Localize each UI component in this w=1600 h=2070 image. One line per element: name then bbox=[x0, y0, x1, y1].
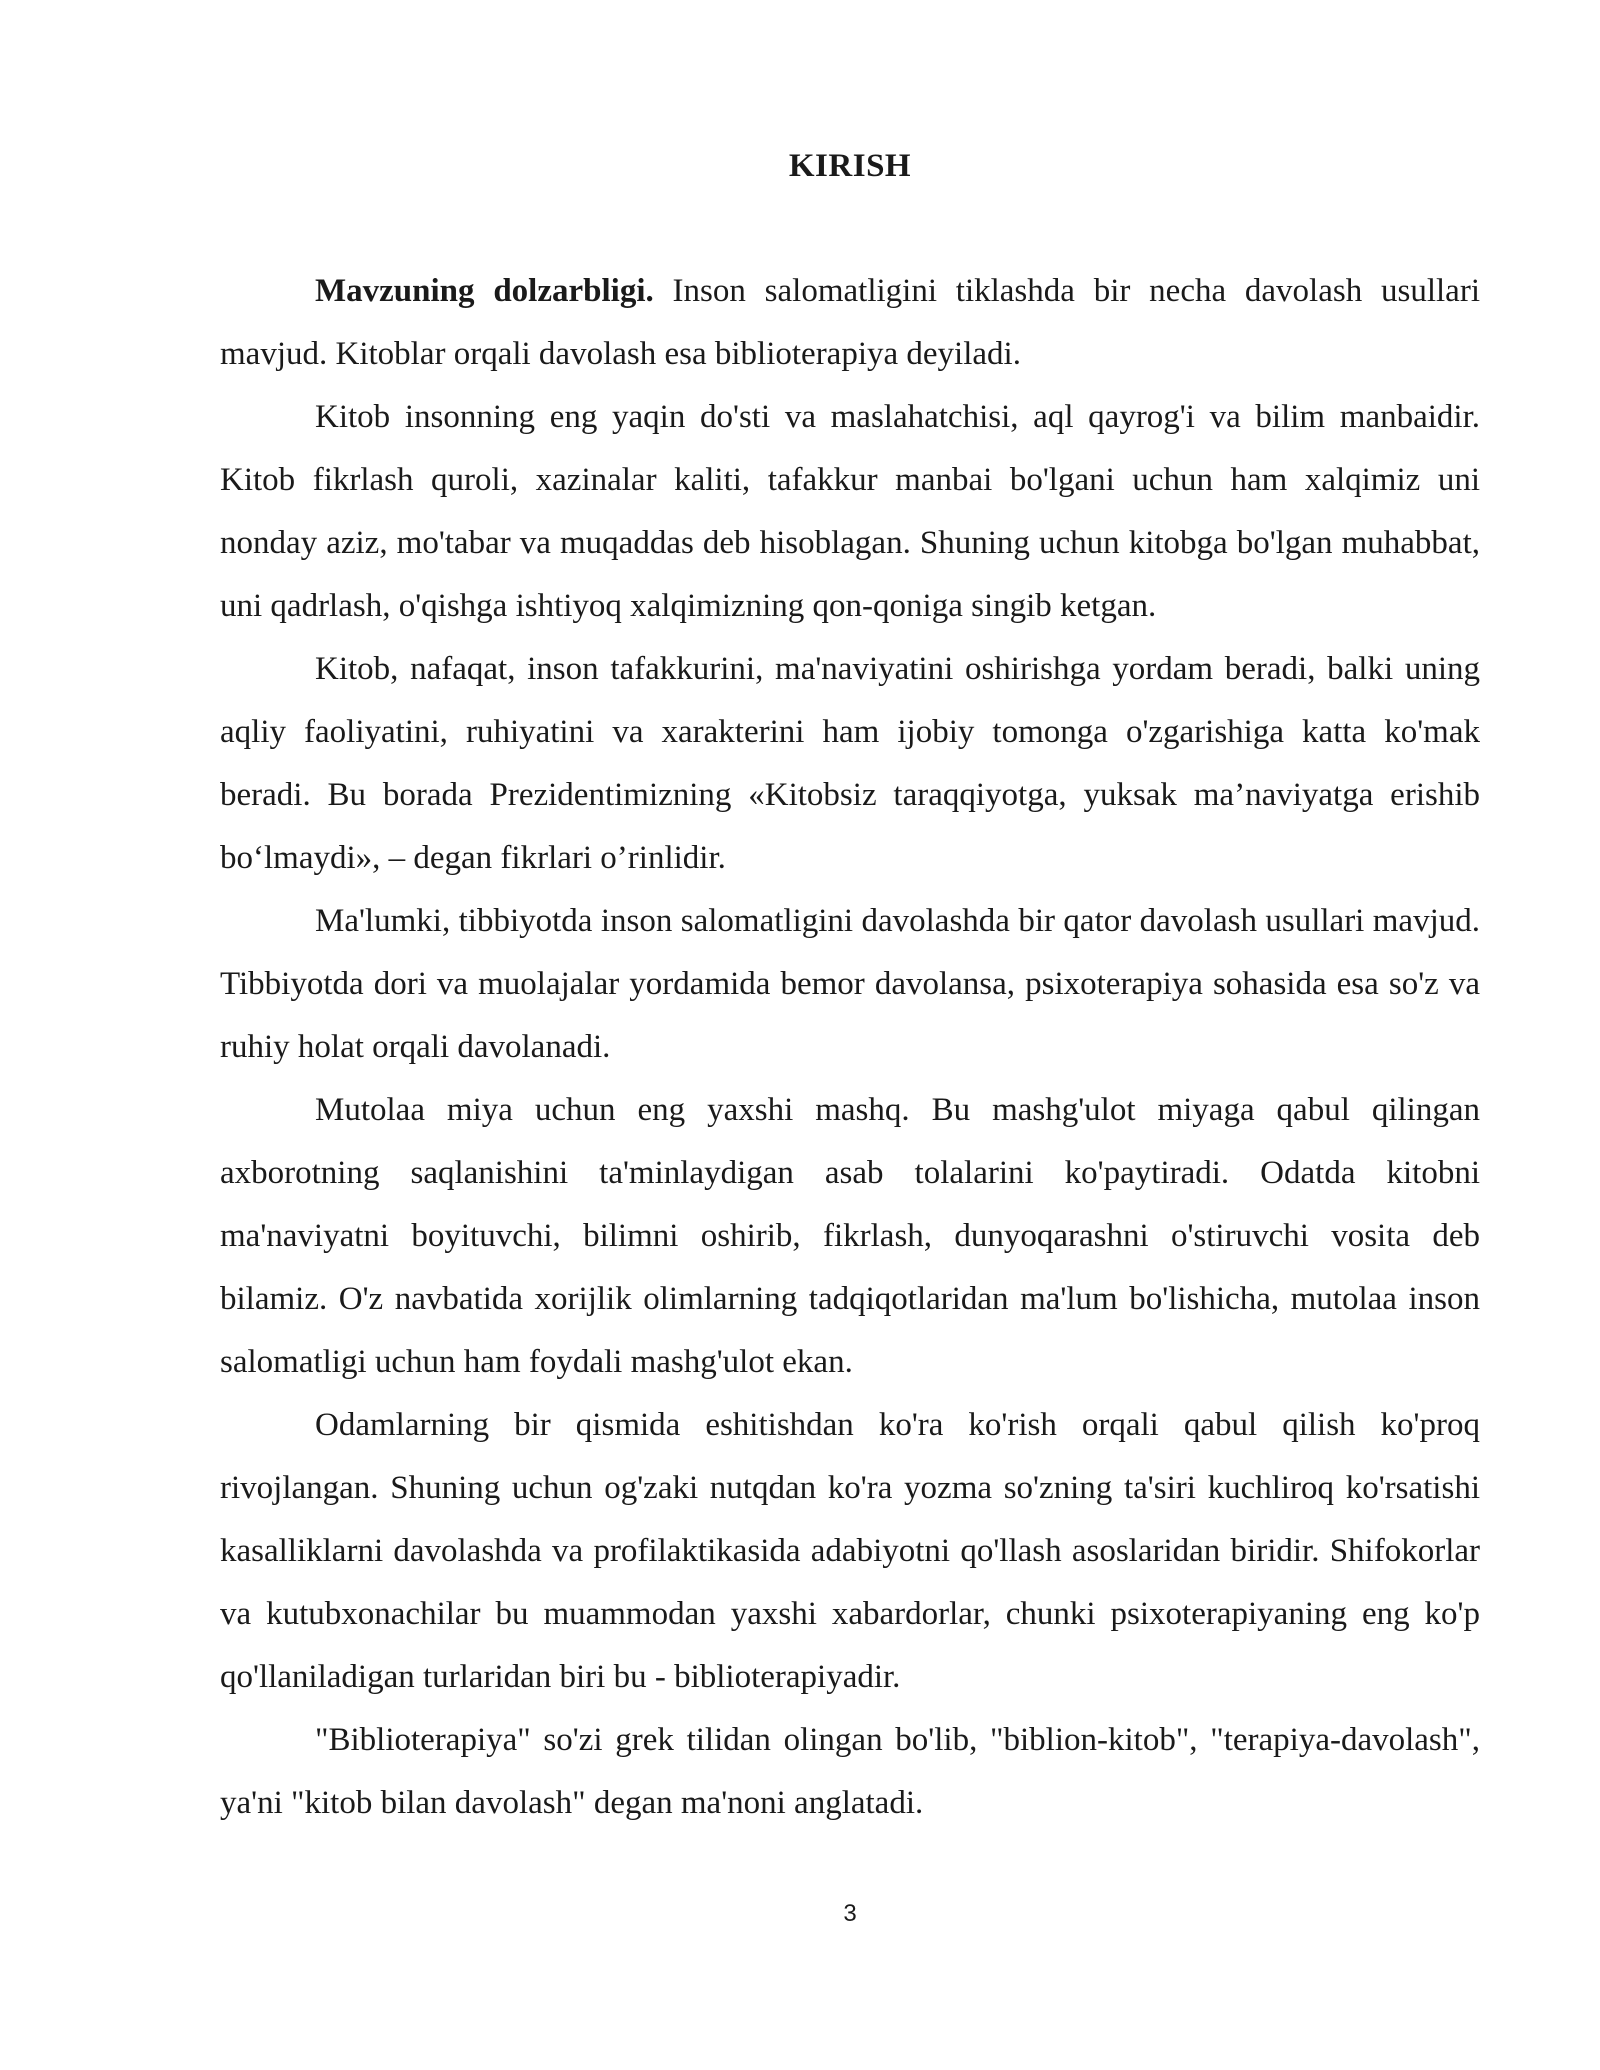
paragraph-text: Ma'lumki, tibbiyotda inson salomatligini davolashda bir qator davolash usullari mavjud. Tibbiyotda dori va muolajalar yordamida bemor davolansa, psixoterapiya sohasida esa so'z va ruhiy holat orqali davolanadi. bbox=[220, 903, 1480, 1065]
page-number: 3 bbox=[843, 1900, 857, 1927]
paragraph bbox=[220, 260, 1480, 386]
paragraph-text: Inson salomatligini tiklashda bir necha davolash usullari mavjud. Kitoblar orqali davolash esa biblioterapiya deyiladi. bbox=[220, 273, 1480, 372]
paragraph-text: "Biblioterapiya" so'zi grek tilidan olingan bo'lib, "biblion-kitob", "terapiya-davolash", ya'ni "kitob bilan davolash" degan ma'noni anglatadi. bbox=[220, 1722, 1480, 1821]
paragraph bbox=[220, 890, 1480, 1079]
paragraph bbox=[220, 1079, 1480, 1394]
paragraph-text: Mutolaa miya uchun eng yaxshi mashq. Bu mashg'ulot miyaga qabul qilingan axborotning saqlanishini ta'minlaydigan asab tolalarini ko'paytiradi. Odatda kitobni ma'naviyatni boyituvchi, bilimni oshirib, fikrlash, dunyoqarashni o'stiruvchi vosita deb bilamiz. O'z navbatida xorijlik olimlarning tadqiqotlaridan ma'lum bo'lishicha, mutolaa inson salomatligi uchun ham foydali mashg'ulot ekan. bbox=[220, 1092, 1480, 1380]
paragraph-text: Kitob insonning eng yaqin do'sti va maslahatchisi, aql qayrog'i va bilim manbaidir. Kitob fikrlash quroli, xazinalar kaliti, tafakkur manbai bo'lgani uchun ham xalqimiz uni nonday aziz, mo'tabar va muqaddas deb hisoblagan. Shuning uchun kitobga bo'lgan muhabbat, uni qadrlash, o'qishga ishtiyoq xalqimizning qon-qoniga singib ketgan. bbox=[220, 399, 1480, 624]
paragraph bbox=[220, 1394, 1480, 1709]
paragraph-text: Kitob, nafaqat, inson tafakkurini, ma'naviyatini oshirishga yordam beradi, balki uning aqliy faoliyatini, ruhiyatini va xarakterini ham ijobiy tomonga o'zgarishiga katta ko'mak beradi. Bu borada Prezidentimizning «Kitobsiz taraqqiyotga, yuksak ma’naviyatga erishib bo‘lmaydi», – degan fikrlari o’rinlidir. bbox=[220, 651, 1480, 876]
paragraph-lead: Mavzuning dolzarbligi. bbox=[315, 273, 654, 309]
page-heading: KIRISH bbox=[788, 148, 912, 184]
paragraph bbox=[220, 1709, 1480, 1835]
paragraph bbox=[220, 638, 1480, 890]
paragraph bbox=[220, 386, 1480, 638]
body-text bbox=[220, 260, 1480, 1835]
paragraph-text: Odamlarning bir qismida eshitishdan ko'ra ko'rish orqali qabul qilish ko'proq rivojlangan. Shuning uchun og'zaki nutqdan ko'ra yozma so'zning ta'siri kuchliroq ko'rsatishi kasalliklarni davolashda va profilaktikasida adabiyotni qo'llash asoslaridan biridir. Shifokorlar va kutubxonachilar bu muammodan yaxshi xabardorlar, chunki psixoterapiyaning eng ko'p qo'llaniladigan turlaridan biri bu - biblioterapiyadir. bbox=[220, 1407, 1480, 1695]
